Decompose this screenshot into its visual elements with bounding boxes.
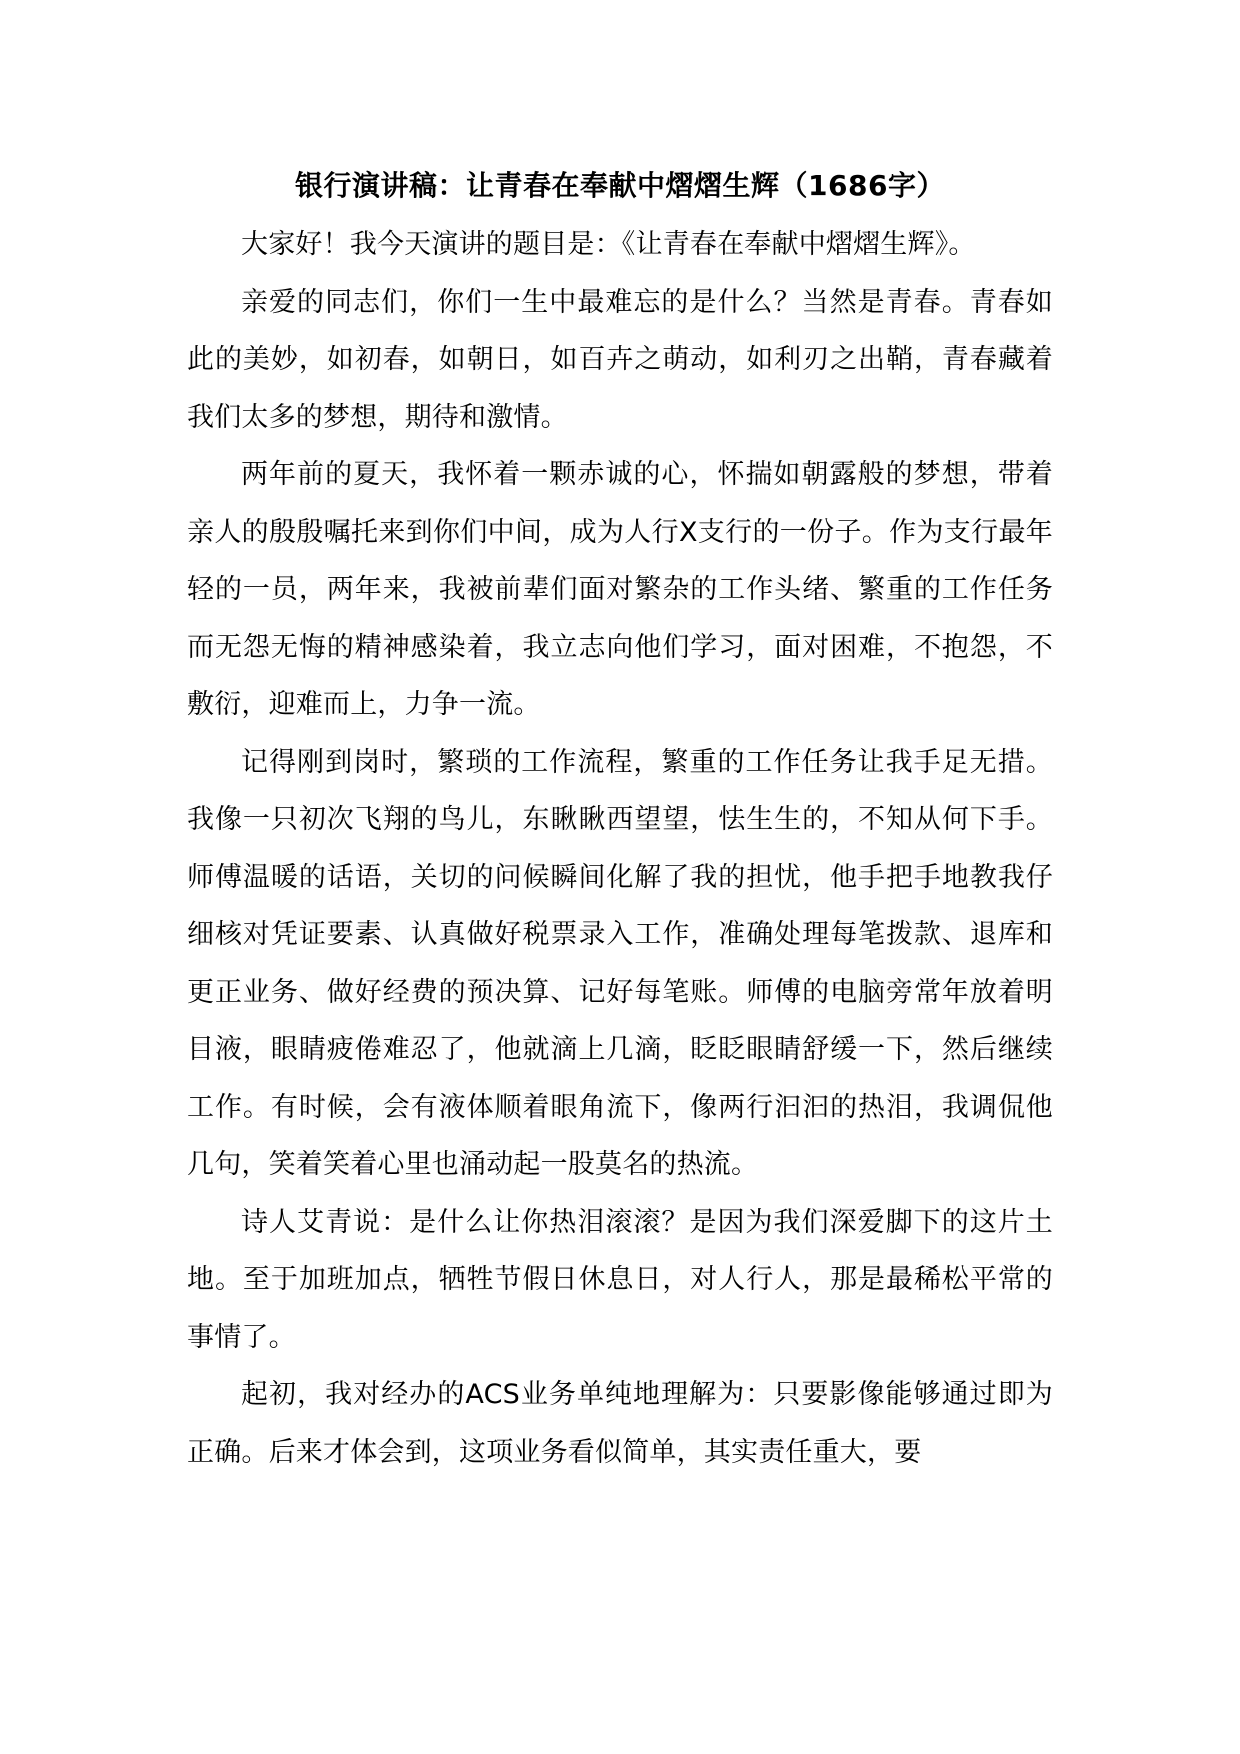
paragraph: 两年前的夏天，我怀着一颗赤诚的心，怀揣如朝露般的梦想，带着亲人的殷殷嘱托来到你们中间，成为人行X支行的一份子。作为支行最年轻的一员，两年来，我被前辈们面对繁杂的工作头绪、繁重的工作任务而无怨无悔的精神感染着，我立志向他们学习，面对困难，不抱怨，不敷衍，迎难而上，力争一流。 <box>187 459 1053 720</box>
paragraph: 记得刚到岗时，繁琐的工作流程，繁重的工作任务让我手足无措。我像一只初次飞翔的鸟儿，东瞅瞅西望望，怯生生的，不知从何下手。师傅温暖的话语，关切的问候瞬间化解了我的担忧，他手把手地教我仔细核对凭证要素、认真做好税票录入工作，准确处理每笔拨款、退库和更正业务、做好经费的预决算、记好每笔账。师傅的电脑旁常年放着明目液，眼睛疲倦难忍了，他就滴上几滴，眨眨眼睛舒缓一下，然后继续工作。有时候，会有液体顺着眼角流下，像两行汩汩的热泪，我调侃他几句，笑着笑着心里也涌动起一股莫名的热流。 <box>187 746 1053 1180</box>
paragraph: 诗人艾青说：是什么让你热泪滚滚？是因为我们深爱脚下的这片土地。至于加班加点，牺牲节假日休息日，对人行人，那是最稀松平常的事情了。 <box>187 1206 1053 1353</box>
paragraph: 亲爱的同志们，你们一生中最难忘的是什么？当然是青春。青春如此的美妙，如初春，如朝日，如百卉之萌动，如利刃之出鞘，青春藏着我们太多的梦想，期待和激情。 <box>187 286 1053 433</box>
paragraph: 大家好！我今天演讲的题目是：《让青春在奉献中熠熠生辉》。 <box>241 229 976 260</box>
document-body <box>187 160 1053 1481</box>
paragraph: 起初，我对经办的ACS业务单纯地理解为：只要影像能够通过即为正确。后来才体会到，这项业务看似简单，其实责任重大，要 <box>187 1379 1053 1468</box>
document-title: 银行演讲稿：让青春在奉献中熠熠生辉（1686字） <box>295 169 945 202</box>
